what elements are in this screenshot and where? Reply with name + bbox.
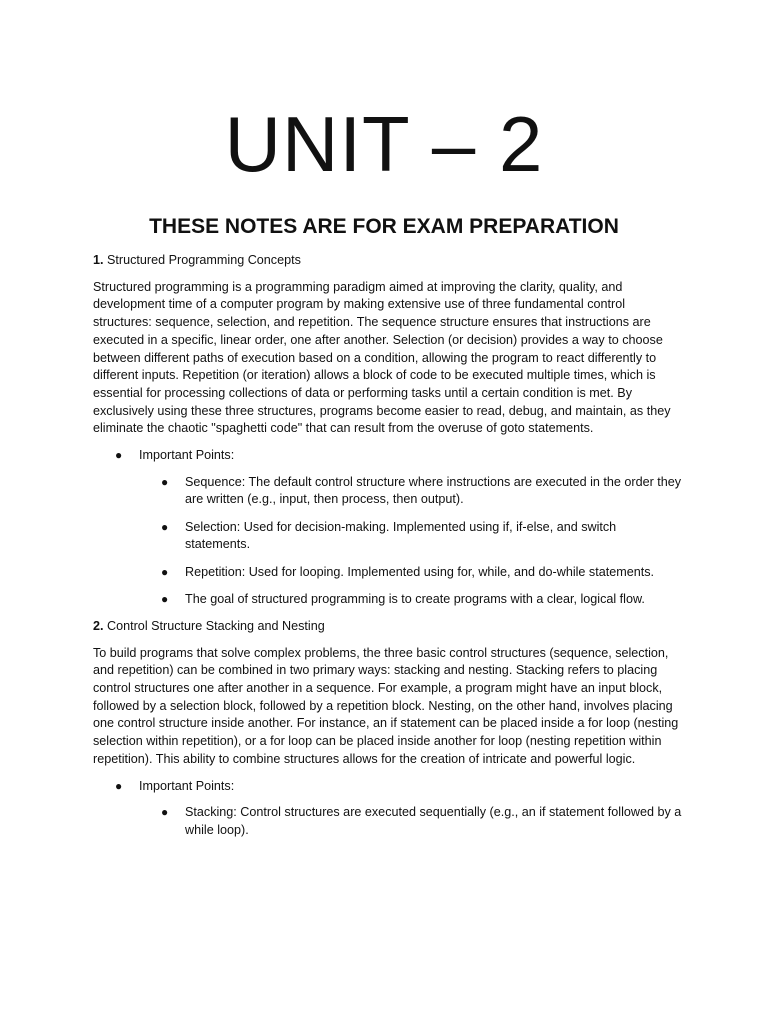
point-text: Selection: Used for decision-making. Implemented using if, if-else, and switch statements.	[185, 519, 617, 552]
points-label: Important Points:	[139, 778, 235, 793]
point-text: Sequence: The default control structure where instructions are executed in the order they are written (e.g., input, then process, then output).	[185, 474, 682, 507]
bullet-icon: ●	[161, 805, 169, 820]
list-item	[139, 591, 683, 609]
important-points-list	[93, 447, 683, 608]
section-heading-1	[93, 252, 683, 270]
section-number: 2.	[93, 618, 104, 633]
section-number: 1.	[93, 253, 104, 267]
bullet-icon: ●	[161, 591, 169, 606]
sub-points-list	[139, 804, 683, 839]
list-item	[139, 474, 683, 509]
sub-points-list	[139, 474, 683, 609]
bullet-icon: ●	[115, 448, 123, 463]
bullet-icon: ●	[115, 778, 123, 793]
page-subtitle: THESE NOTES ARE FOR EXAM PREPARATION	[149, 215, 619, 238]
section-title: Structured Programming Concepts	[107, 253, 301, 267]
bullet-icon: ●	[161, 564, 169, 579]
list-item	[139, 804, 683, 839]
list-item	[93, 778, 683, 840]
point-text: Repetition: Used for looping. Implemented using for, while, and do-while statements.	[185, 564, 655, 579]
section-paragraph: To build programs that solve complex problems, the three basic control structures (sequence, selection, and repetition) can be combined in two primary ways: stacking and nesting. Stacking refers to placing control structures one after another in a sequence. For example, a program might have an input block, followed by a selection block, followed by a repetition block. Nesting, on the other hand, involves placing one control structure inside another. For instance, an if statement can be placed inside a for loop (nesting selection within repetition), or a for loop can be placed inside another for loop (nesting repetition within repetition). This ability to combine structures allows for the creation of intricate and powerful logic.	[93, 645, 679, 766]
bullet-icon: ●	[161, 474, 169, 489]
list-item	[93, 447, 683, 608]
point-text: Stacking: Control structures are executed sequentially (e.g., an if statement followed by a while loop).	[185, 805, 682, 837]
bullet-icon: ●	[161, 519, 169, 534]
points-label: Important Points:	[139, 448, 235, 463]
section-heading-2	[93, 618, 683, 636]
list-item	[139, 564, 683, 582]
section-paragraph: Structured programming is a programming paradigm aimed at improving the clarity, quality, and development time of a computer program by making extensive use of three fundamental control structures: sequence, selection, and repetition. The sequence structure ensures that instructions are executed in a specific, linear order, one after another. Selection (or decision) provides a way to choose between different paths of execution based on a condition, allowing the program to react differently to different inputs. Repetition (or iteration) allows a block of code to be executed multiple times, which is essential for processing collections of data or performing tasks until a certain condition is met. By exclusively using these three structures, programs become easier to read, debug, and maintain, as they eliminate the chaotic "spaghetti code" that can result from the overuse of goto statements.	[93, 279, 671, 436]
notes-content	[93, 252, 683, 849]
point-text: The goal of structured programming is to create programs with a clear, logical flow.	[185, 591, 645, 606]
section-title: Control Structure Stacking and Nesting	[107, 618, 325, 633]
unit-title: UNIT – 2	[224, 100, 544, 188]
important-points-list	[93, 778, 683, 840]
list-item	[139, 519, 683, 554]
